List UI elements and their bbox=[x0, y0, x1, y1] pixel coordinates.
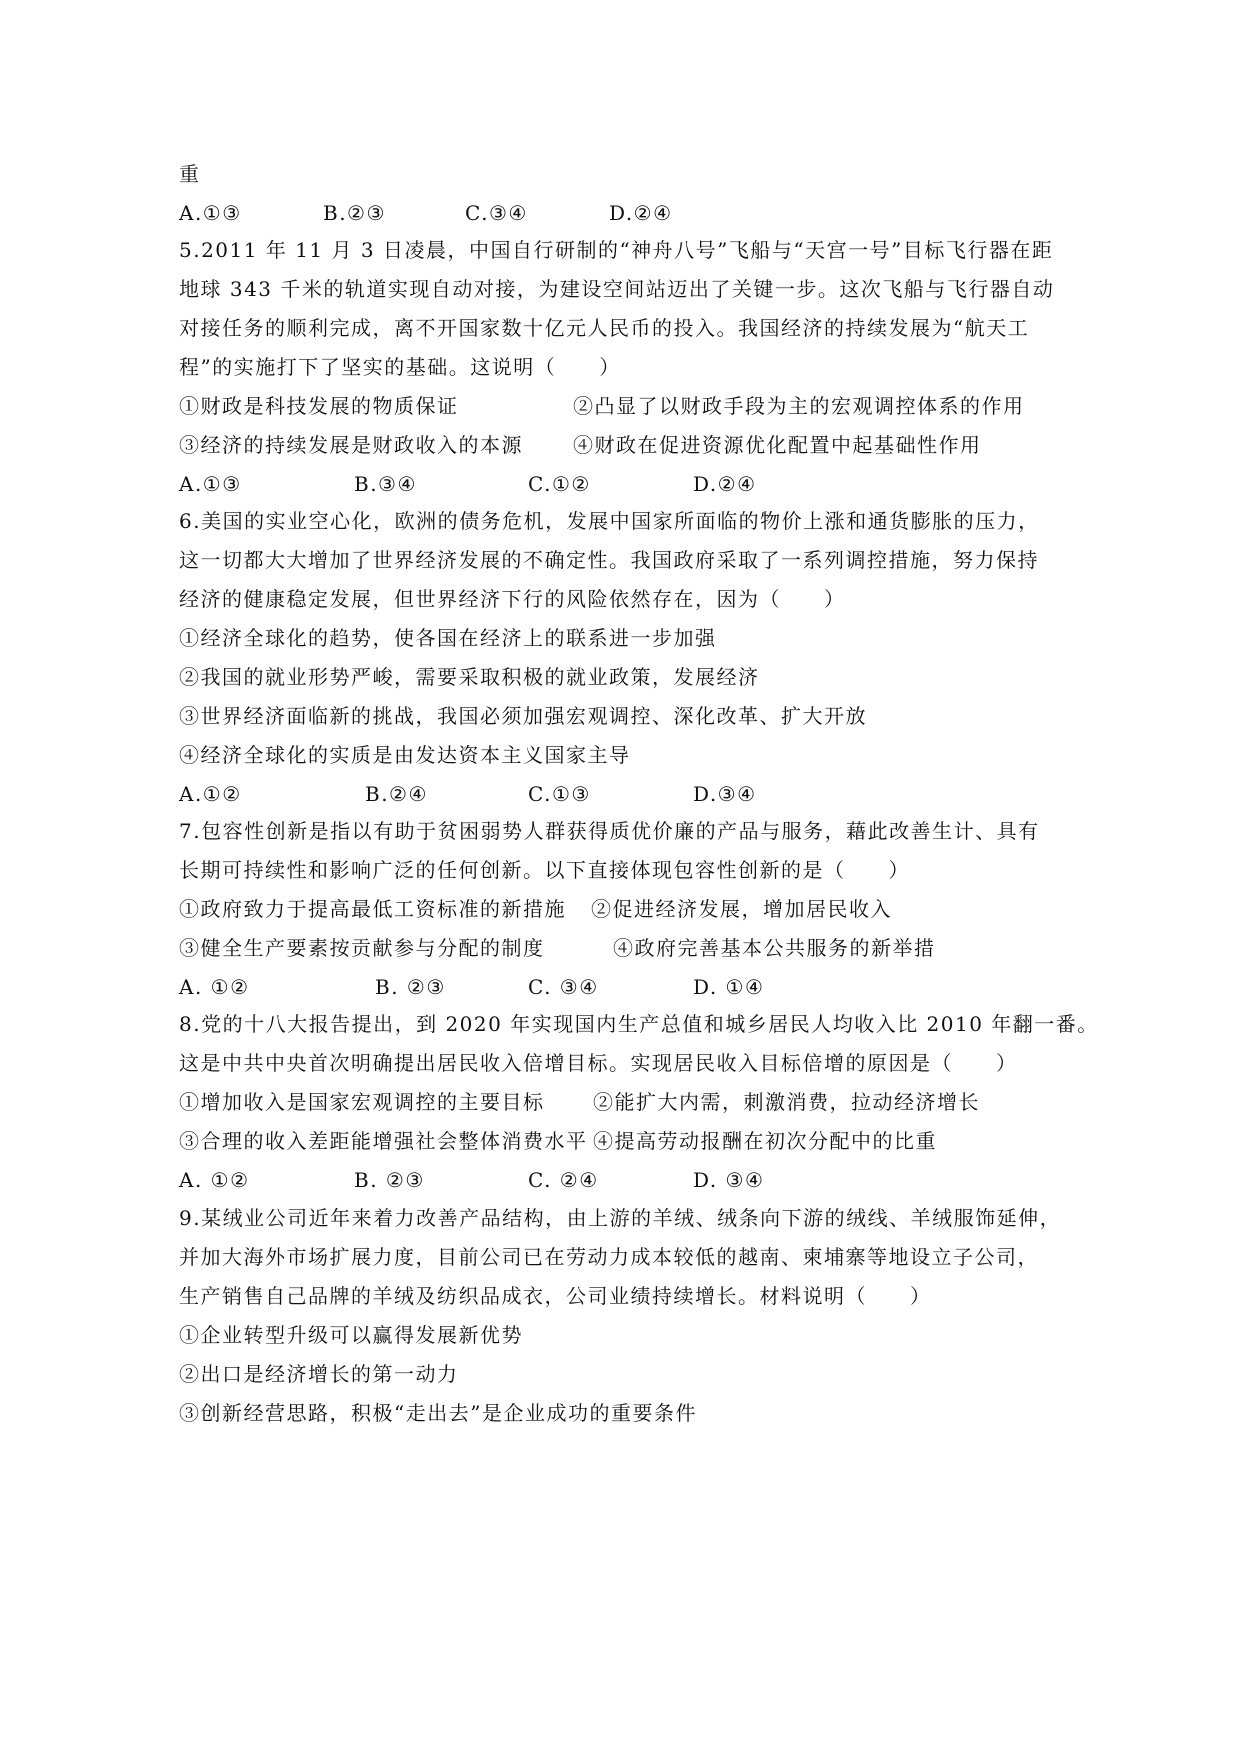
q6-option-c[interactable]: C.①③ bbox=[528, 782, 591, 806]
q7-item-2: ②促进经济发展，增加居民收入 bbox=[591, 897, 892, 921]
q4-option-c[interactable]: C.③④ bbox=[465, 201, 528, 225]
q5-stem-line: 对接任务的顺利完成，离不开国家数十亿元人民币的投入。我国经济的持续发展为“航天工 bbox=[179, 316, 1030, 340]
q8-stem-line: 这是中共中央首次明确提出居民收入倍增目标。实现居民收入目标倍增的原因是（ ） bbox=[179, 1051, 1018, 1075]
q9-stem-line: 并加大海外市场扩展力度，目前公司已在劳动力成本较低的越南、柬埔寨等地设立子公司， bbox=[179, 1245, 1039, 1269]
q9-stem-line: 生产销售自己品牌的羊绒及纺织品成衣，公司业绩持续增长。材料说明（ ） bbox=[179, 1284, 932, 1308]
q7-option-a[interactable]: A. ①② bbox=[179, 975, 250, 999]
q6-option-a[interactable]: A.①② bbox=[179, 782, 242, 806]
q5-item-2: ②凸显了以财政手段为主的宏观调控体系的作用 bbox=[573, 394, 1025, 418]
q7-item-4: ④政府完善基本公共服务的新举措 bbox=[613, 936, 936, 960]
q6-stem-line: 6.美国的实业空心化，欧洲的债务危机，发展中国家所面临的物价上涨和通货膨胀的压力， bbox=[179, 509, 1040, 533]
q4-option-b[interactable]: B.②③ bbox=[323, 201, 386, 225]
q6-stem-line: 经济的健康稳定发展，但世界经济下行的风险依然存在，因为（ ） bbox=[179, 587, 846, 611]
q8-option-b[interactable]: B. ②③ bbox=[354, 1168, 425, 1192]
continuation-text: 重 bbox=[179, 162, 201, 186]
q7-item-3: ③健全生产要素按贡献参与分配的制度 bbox=[179, 936, 545, 960]
q7-stem-line: 7.包容性创新是指以有助于贫困弱势人群获得质优价廉的产品与服务，藉此改善生计、具有 bbox=[179, 819, 1040, 843]
q8-stem-line: 8.党的十八大报告提出，到 2020 年实现国内生产总值和城乡居民人均收入比 2010 年翻一番。 bbox=[179, 1012, 1099, 1036]
q7-option-d[interactable]: D. ①④ bbox=[693, 975, 765, 999]
q5-item-4: ④财政在促进资源优化配置中起基础性作用 bbox=[573, 433, 982, 457]
q5-option-c[interactable]: C.①② bbox=[528, 472, 591, 496]
q7-option-b[interactable]: B. ②③ bbox=[375, 975, 446, 999]
q8-item-3: ③合理的收入差距能增强社会整体消费水平 bbox=[179, 1129, 588, 1153]
q4-option-a[interactable]: A.①③ bbox=[179, 201, 242, 225]
q7-stem-line: 长期可持续性和影响广泛的任何创新。以下直接体现包容性创新的是（ ） bbox=[179, 858, 910, 882]
q5-stem-line: 地球 343 千米的轨道实现自动对接，为建设空间站迈出了关键一步。这次飞船与飞行器自动 bbox=[179, 277, 1055, 301]
q6-stem-line: 这一切都大大增加了世界经济发展的不确定性。我国政府采取了一系列调控措施，努力保持 bbox=[179, 548, 1039, 572]
q6-item-4: ④经济全球化的实质是由发达资本主义国家主导 bbox=[179, 743, 631, 767]
q7-item-1: ①政府致力于提高最低工资标准的新措施 bbox=[179, 897, 566, 921]
q6-option-b[interactable]: B.②④ bbox=[365, 782, 428, 806]
q5-option-a[interactable]: A.①③ bbox=[179, 472, 242, 496]
q5-item-3: ③经济的持续发展是财政收入的本源 bbox=[179, 433, 523, 457]
q8-option-c[interactable]: C. ②④ bbox=[528, 1168, 599, 1192]
q6-item-3: ③世界经济面临新的挑战，我国必须加强宏观调控、深化改革、扩大开放 bbox=[179, 704, 867, 728]
q9-stem-line: 9.某绒业公司近年来着力改善产品结构，由上游的羊绒、绒条向下游的绒线、羊绒服饰延伸， bbox=[179, 1206, 1062, 1230]
q9-item-1: ①企业转型升级可以赢得发展新优势 bbox=[179, 1323, 523, 1347]
q6-option-d[interactable]: D.③④ bbox=[693, 782, 757, 806]
q5-stem-line: 5.2011 年 11 月 3 日凌晨，中国自行研制的“神舟八号”飞船与“天宫一号”目标飞行器在距 bbox=[179, 238, 1054, 262]
q9-item-2: ②出口是经济增长的第一动力 bbox=[179, 1362, 459, 1386]
q8-option-d[interactable]: D. ③④ bbox=[693, 1168, 765, 1192]
q9-item-3: ③创新经营思路，积极“走出去”是企业成功的重要条件 bbox=[179, 1401, 697, 1425]
q6-item-1: ①经济全球化的趋势，使各国在经济上的联系进一步加强 bbox=[179, 626, 717, 650]
q8-option-a[interactable]: A. ①② bbox=[179, 1168, 250, 1192]
q7-option-c[interactable]: C. ③④ bbox=[528, 975, 599, 999]
q5-option-b[interactable]: B.③④ bbox=[354, 472, 417, 496]
q5-stem-line: 程”的实施打下了坚实的基础。这说明（ ） bbox=[179, 355, 621, 379]
q8-item-1: ①增加收入是国家宏观调控的主要目标 bbox=[179, 1090, 545, 1114]
q8-item-2: ②能扩大内需，刺激消费，拉动经济增长 bbox=[593, 1090, 980, 1114]
q6-item-2: ②我国的就业形势严峻，需要采取积极的就业政策，发展经济 bbox=[179, 665, 760, 689]
q4-option-d[interactable]: D.②④ bbox=[609, 201, 673, 225]
q5-option-d[interactable]: D.②④ bbox=[693, 472, 757, 496]
q8-item-4: ④提高劳动报酬在初次分配中的比重 bbox=[593, 1129, 937, 1153]
q5-item-1: ①财政是科技发展的物质保证 bbox=[179, 394, 459, 418]
